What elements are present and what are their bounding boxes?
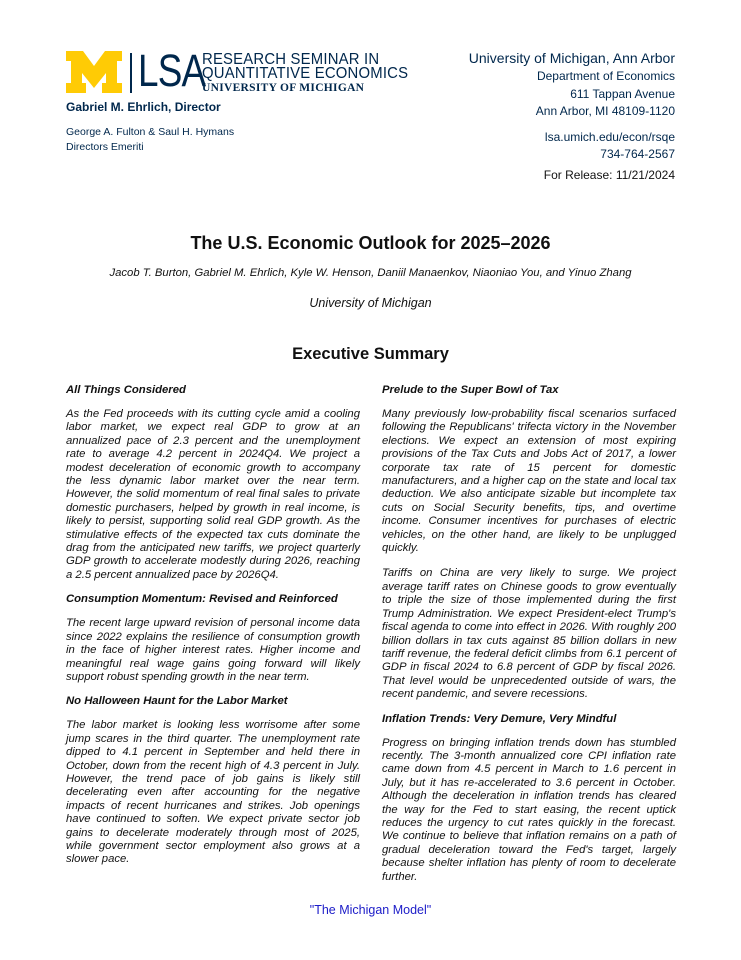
section-paragraph: The recent large upward revision of personal income data since 2022 explains the resilience of consumption growth in the face of higher interest rates. Higher income and meaningful real wage gains going forward will likely support robust spending growth in the near term. (66, 617, 360, 683)
section-paragraph: Tariffs on China are very likely to surge. We project average tariff rates on Chinese goods to grow eventually to triple the size of those implemented during the first Trump Administration. We expect President-elect Trump's fiscal agenda to come into effect in 2026. With roughly 200 billion dollars in tax cuts against 85 billion dollars in new tariff revenue, the federal deficit climbs from 6.1 percent of GDP in fiscal 2024 to 6.8 percent of GDP by fiscal 2026. That level would be unprecedented outside of wars, the recent pandemic, and severe recessions. (382, 567, 676, 701)
right-column (382, 383, 676, 884)
section-heading: Consumption Momentum: Revised and Reinforced (66, 593, 338, 606)
section-paragraph: As the Fed proceeds with its cutting cycle amid a cooling labor market, we expect real GDP to grow at an annualized pace of 2.3 percent and the unemployment rate to average 4.2 percent in 2024Q4. We project a modest deceleration of economic growth to accompany the less dynamic labor market over the near term. However, the solid momentum of real final sales to private domestic purchasers, helped by growth in real income, is likely to persist, supporting solid real GDP growth. As the stimulative effects of the expected tax cuts dominate the drag from the anticipated new tariffs, we project quarterly GDP growth to accelerate modestly during 2026, reaching a 2.5 percent annualized pace by 2026Q4. (66, 408, 360, 581)
institution-name: University of Michigan, Ann Arbor (468, 50, 675, 66)
section-heading: No Halloween Haunt for the Labor Market (66, 695, 288, 708)
phone-number: 734-764-2567 (600, 147, 675, 161)
emeriti-title: Directors Emeriti (66, 141, 144, 153)
section-paragraph: The labor market is looking less worrisome after some jump scares in the third quarter. The unemployment rate dipped to 4.1 percent in September and held there in October, down from the recent high of 4.3 percent in July. However, the trend pace of job gains is likely still decelerating even after accounting for the negative impacts of recent hurricanes and strikes. Job openings have continued to soften. We expect private sector job gains to decelerate moderately through most of 2025, while government sector employment also grows at a slower pace. (66, 719, 360, 866)
section-paragraph: Progress on bringing inflation trends down has stumbled recently. The 3-month annualized core CPI inflation rate came down from 4.5 percent in March to 1.6 percent in July, but it has re-accelerated to 3.6 percent in October. Although the deceleration in inflation trends has cleared the way for the Fed to start easing, the recent uptick reduces the urgency to cut rates quickly in the forecast. We continue to believe that inflation remains on a path of gradual deceleration toward the Fed's target, largely because shelter inflation has plenty of room to decelerate further. (382, 736, 676, 883)
section-super-bowl-of-tax (382, 383, 676, 702)
city-address: Ann Arbor, MI 48109-1120 (535, 104, 675, 118)
section-paragraph: Many previously low-probability fiscal scenarios surfaced following the Republicans' trifecta victory in the November elections. We expect an extension of most expiring provisions of the Tax Cuts and Jobs Act of 2017, a lower corporate tax rate of 15 percent for domestic manufacturers, and a higher cap on the state and local tax deduction. We also anticipate sizable but incomplete tax cuts on Social Security benefits, tips, and overtime income. Consumer incentives for purchases of electric vehicles, on the other hand, are likely to be unplugged quickly. (382, 408, 676, 555)
emeriti-names: George A. Fulton & Saul H. Hymans (66, 126, 235, 138)
department-name: Department of Economics (536, 69, 675, 83)
street-address: 611 Tappan Avenue (570, 86, 675, 101)
directors-emeriti (66, 125, 234, 155)
document-title: The U.S. Economic Outlook for 2025–2026 (190, 233, 551, 253)
website-link[interactable]: lsa.umich.edu/econ/rsqe (544, 129, 675, 144)
rsqe-logo (66, 45, 409, 96)
logo-line-1: RESEARCH SEMINAR IN (202, 51, 380, 68)
footer-tagline: "The Michigan Model" (309, 903, 432, 917)
release-date: For Release: 11/21/2024 (543, 168, 675, 182)
affiliation: University of Michigan (309, 296, 432, 310)
contact-block (469, 49, 675, 163)
left-column (66, 383, 360, 867)
director-name: Gabriel M. Ehrlich, Director (66, 100, 221, 114)
executive-summary-heading: Executive Summary (292, 345, 449, 363)
author-list: Jacob T. Burton, Gabriel M. Ehrlich, Kyle W. Henson, Daniil Manaenkov, Niaoniao You, and Yinuo Zhang (109, 267, 632, 279)
lsa-wordmark: LSA (138, 45, 206, 96)
logo-divider (130, 53, 132, 93)
section-all-things-considered (66, 383, 360, 582)
section-heading: Prelude to the Super Bowl of Tax (382, 384, 559, 396)
section-inflation-trends (382, 712, 676, 884)
logo-line-2: QUANTITATIVE ECONOMICS (202, 65, 409, 82)
section-heading: All Things Considered (66, 384, 186, 396)
section-labor-market (66, 694, 360, 866)
logo-line-3: UNIVERSITY OF MICHIGAN (202, 82, 365, 94)
section-heading: Inflation Trends: Very Demure, Very Mindful (382, 712, 617, 725)
section-consumption-momentum (66, 592, 360, 684)
block-m-logo-icon (66, 51, 122, 93)
